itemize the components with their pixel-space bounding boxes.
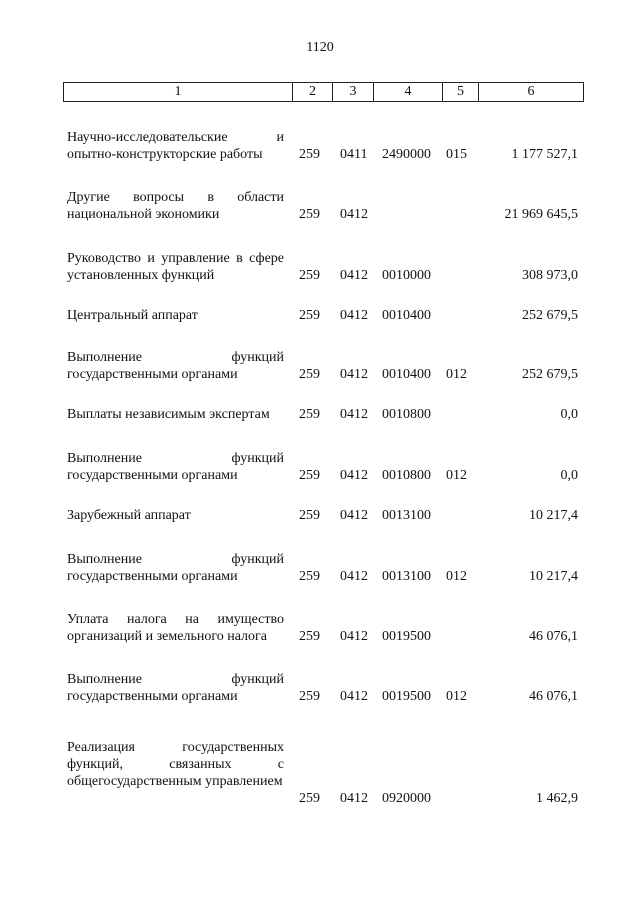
row-c3: 0412 [340, 207, 368, 222]
row-c4: 0019500 [382, 689, 431, 704]
row-name: Центральный аппарат [67, 308, 198, 323]
header-col-5: 5 [442, 83, 478, 101]
row-name: Выполнение функций государственными органами [67, 552, 284, 584]
row-name: Другие вопросы в области национальной экономики [67, 190, 284, 222]
row-c3: 0412 [340, 268, 368, 283]
row-c4: 0010800 [382, 407, 431, 422]
row-c5: 012 [446, 689, 467, 704]
row-c6: 308 973,0 [522, 268, 578, 283]
row-c3: 0411 [340, 147, 368, 162]
row-c3: 0412 [340, 629, 368, 644]
row-c6: 1 462,9 [536, 791, 578, 806]
row-c2: 259 [299, 268, 320, 283]
row-c2: 259 [299, 689, 320, 704]
row-c3: 0412 [340, 367, 368, 382]
row-c6: 1 177 527,1 [511, 147, 578, 162]
row-name: Научно-исследовательские и опытно-конструкторские работы [67, 130, 284, 162]
row-c5: 015 [446, 147, 467, 162]
row-c4: 2490000 [382, 147, 431, 162]
row-name: Выполнение функций государственными органами [67, 672, 284, 704]
row-c2: 259 [299, 308, 320, 323]
row-c5: 012 [446, 468, 467, 483]
row-c2: 259 [299, 367, 320, 382]
row-name: Выплаты независимым экспертам [67, 407, 270, 422]
row-c6: 10 217,4 [529, 569, 578, 584]
row-c2: 259 [299, 569, 320, 584]
row-c3: 0412 [340, 468, 368, 483]
page-number: 1120 [306, 40, 334, 55]
row-c3: 0412 [340, 689, 368, 704]
row-name: Выполнение функций государственными органами [67, 350, 284, 382]
header-col-3: 3 [332, 83, 373, 101]
row-name: Зарубежный аппарат [67, 508, 191, 523]
row-c5: 012 [446, 569, 467, 584]
row-c3: 0412 [340, 569, 368, 584]
row-c6: 0,0 [560, 468, 578, 483]
row-c4: 0019500 [382, 629, 431, 644]
row-c2: 259 [299, 791, 320, 806]
row-name: Реализация государственных функций, связанных с общегосударственным управлением [67, 740, 284, 789]
row-c3: 0412 [340, 791, 368, 806]
row-c2: 259 [299, 407, 320, 422]
row-c4: 0010000 [382, 268, 431, 283]
header-col-1: 1 [174, 84, 182, 99]
row-c5: 012 [446, 367, 467, 382]
row-c2: 259 [299, 147, 320, 162]
row-name: Руководство и управление в сфере установленных функций [67, 251, 284, 283]
row-c4: 0010400 [382, 308, 431, 323]
row-c4: 0920000 [382, 791, 431, 806]
row-name: Уплата налога на имущество организаций и земельного налога [67, 612, 284, 644]
table-header [63, 82, 584, 102]
row-c4: 0013100 [382, 508, 431, 523]
row-c3: 0412 [340, 508, 368, 523]
row-c6: 252 679,5 [522, 308, 578, 323]
row-c6: 0,0 [560, 407, 578, 422]
row-c4: 0010800 [382, 468, 431, 483]
row-c3: 0412 [340, 308, 368, 323]
header-col-4: 4 [373, 83, 442, 101]
row-c3: 0412 [340, 407, 368, 422]
row-c6: 46 076,1 [529, 689, 578, 704]
row-c6: 46 076,1 [529, 629, 578, 644]
row-c6: 10 217,4 [529, 508, 578, 523]
row-c2: 259 [299, 468, 320, 483]
row-c2: 259 [299, 207, 320, 222]
row-c2: 259 [299, 508, 320, 523]
row-c2: 259 [299, 629, 320, 644]
row-c6: 21 969 645,5 [504, 207, 578, 222]
row-name: Выполнение функций государственными органами [67, 451, 284, 483]
header-col-6: 6 [478, 83, 583, 101]
row-c4: 0013100 [382, 569, 431, 584]
header-col-2: 2 [292, 83, 332, 101]
row-c4: 0010400 [382, 367, 431, 382]
row-c6: 252 679,5 [522, 367, 578, 382]
